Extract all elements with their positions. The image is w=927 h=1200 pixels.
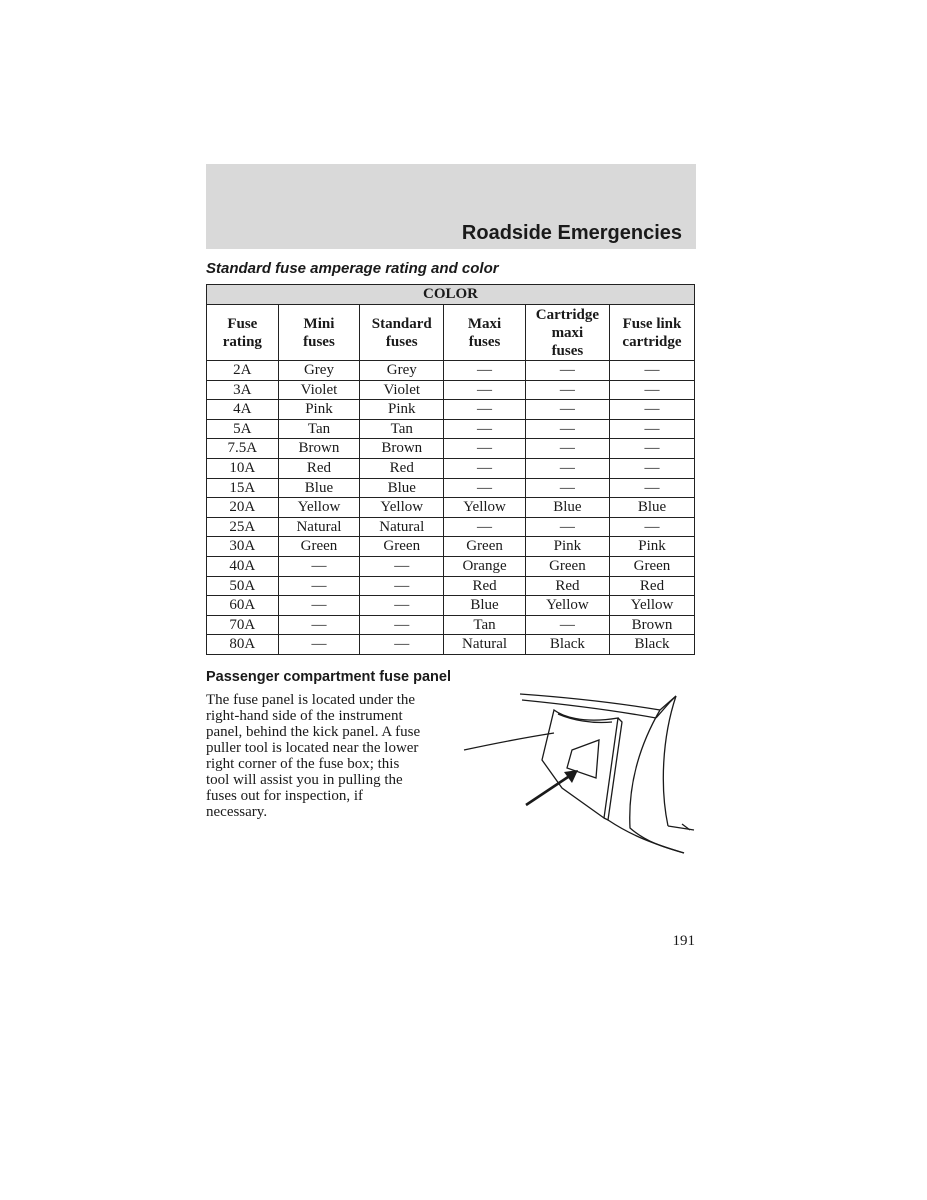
fuse-color-cell: — — [444, 361, 526, 381]
fuse-color-cell: — — [360, 635, 444, 655]
fuse-color-cell: — — [525, 400, 609, 420]
table-row — [207, 400, 695, 420]
pointer-arrow-head — [564, 770, 578, 783]
fuse-color-cell: Yellow — [525, 596, 609, 616]
fuse-color-cell: Green — [609, 556, 694, 576]
page-number: 191 — [672, 933, 695, 949]
fuse-color-cell: — — [609, 361, 694, 381]
fuse-rating-cell: 4A — [207, 400, 279, 420]
fuse-rating-cell: 25A — [207, 517, 279, 537]
fuse-color-cell: — — [444, 380, 526, 400]
fuse-color-cell: Red — [278, 458, 360, 478]
column-header-line: cartridge — [622, 333, 682, 350]
fuse-color-cell: Blue — [278, 478, 360, 498]
table-row — [207, 458, 695, 478]
fuse-color-cell: Brown — [360, 439, 444, 459]
column-header — [278, 305, 360, 361]
fuse-color-cell: — — [609, 517, 694, 537]
kick-panel-side — [604, 718, 622, 820]
fuse-rating-cell: 3A — [207, 380, 279, 400]
instrument-panel-edge-inner — [522, 700, 656, 718]
fuse-color-cell: Natural — [360, 517, 444, 537]
column-header-line: Fuse — [227, 315, 258, 332]
fuse-rating-cell: 80A — [207, 635, 279, 655]
fuse-color-cell: Natural — [278, 517, 360, 537]
column-header-line: rating — [222, 333, 262, 350]
fuse-color-cell: — — [609, 439, 694, 459]
table-row — [207, 596, 695, 616]
fuse-rating-cell: 7.5A — [207, 439, 279, 459]
fuse-color-cell: — — [278, 576, 360, 596]
fuse-color-cell: Blue — [444, 596, 526, 616]
table-row — [207, 439, 695, 459]
fuse-color-cell: Pink — [360, 400, 444, 420]
fuse-color-cell: Brown — [278, 439, 360, 459]
fuse-rating-cell: 40A — [207, 556, 279, 576]
passenger-fuse-panel-heading: Passenger compartment fuse panel — [206, 669, 451, 685]
fuse-color-cell: Natural — [444, 635, 526, 655]
table-row — [207, 517, 695, 537]
column-header-line: Standard — [371, 315, 432, 332]
column-header — [609, 305, 694, 361]
fuse-color-cell: Blue — [360, 478, 444, 498]
kick-panel-top-edge — [558, 714, 612, 723]
fuse-color-cell: — — [444, 517, 526, 537]
fuse-color-cell: Pink — [609, 537, 694, 557]
section-title: Roadside Emergencies — [461, 222, 682, 244]
fuse-color-cell: — — [278, 596, 360, 616]
table-caption: Standard fuse amperage rating and color — [206, 260, 499, 277]
column-header — [360, 305, 444, 361]
fuse-rating-cell: 2A — [207, 361, 279, 381]
column-header-row — [207, 305, 695, 361]
fuse-color-cell: Pink — [278, 400, 360, 420]
column-header — [525, 305, 609, 361]
fuse-color-cell: — — [444, 458, 526, 478]
fuse-color-cell: — — [360, 615, 444, 635]
fuse-panel-location-illustration — [462, 688, 698, 858]
fuse-color-cell: — — [525, 478, 609, 498]
fuse-color-cell: Black — [525, 635, 609, 655]
fuse-color-cell: — — [360, 576, 444, 596]
fuse-rating-cell: 20A — [207, 498, 279, 518]
fuse-color-cell: — — [609, 458, 694, 478]
column-header-line: Maxi — [467, 315, 502, 332]
fuse-rating-cell: 70A — [207, 615, 279, 635]
fuse-color-cell: — — [609, 400, 694, 420]
fuse-color-cell: — — [525, 361, 609, 381]
fuse-color-cell: — — [278, 556, 360, 576]
fuse-color-cell: — — [525, 380, 609, 400]
column-header-line: Fuse link — [622, 315, 682, 332]
fuse-color-cell: Yellow — [278, 498, 360, 518]
fuse-color-cell: Tan — [444, 615, 526, 635]
passenger-fuse-panel-text: The fuse panel is located under the right-hand side of the instrument panel, behind the kick panel. A fuse puller tool is located near the lower right corner of the fuse box; this tool will assist you in pulling the fuses out for inspection, if necessary. — [206, 692, 421, 820]
column-header-line: fuses — [468, 333, 501, 350]
fuse-color-cell: — — [444, 478, 526, 498]
fuse-color-cell: Blue — [525, 498, 609, 518]
fuse-color-cell: Orange — [444, 556, 526, 576]
floor-line — [608, 820, 684, 853]
column-header-line: fuses — [551, 342, 584, 359]
table-row — [207, 556, 695, 576]
fuse-color-cell: — — [525, 517, 609, 537]
fuse-color-cell: — — [360, 596, 444, 616]
table-row — [207, 576, 695, 596]
fuse-color-cell: — — [278, 615, 360, 635]
fuse-rating-cell: 10A — [207, 458, 279, 478]
fuse-color-cell: — — [525, 419, 609, 439]
fuse-color-cell: Brown — [609, 615, 694, 635]
fuse-color-cell: — — [609, 478, 694, 498]
fuse-color-cell: — — [609, 419, 694, 439]
column-header-line: Cartridge — [535, 306, 600, 323]
fuse-table-body — [207, 361, 695, 655]
table-row — [207, 635, 695, 655]
fuse-color-cell: Yellow — [360, 498, 444, 518]
color-group-header: COLOR — [207, 285, 695, 305]
fuse-color-cell: — — [444, 400, 526, 420]
table-row — [207, 498, 695, 518]
column-header-line: maxi — [551, 324, 584, 341]
column-header-line: Mini — [303, 315, 335, 332]
door-pillar-line — [630, 710, 684, 853]
table-row — [207, 478, 695, 498]
fuse-color-cell: — — [525, 615, 609, 635]
pillar-outer-line — [663, 696, 676, 826]
fuse-color-cell: Pink — [525, 537, 609, 557]
fuse-color-cell: Blue — [609, 498, 694, 518]
fuse-color-cell: Black — [609, 635, 694, 655]
fuse-color-cell: Grey — [278, 361, 360, 381]
column-header-line: fuses — [303, 333, 335, 350]
column-header-line: fuses — [385, 333, 418, 350]
table-row — [207, 419, 695, 439]
kick-panel — [542, 710, 618, 818]
fuse-color-cell: Green — [525, 556, 609, 576]
fuse-color-cell: — — [360, 556, 444, 576]
fuse-rating-cell: 50A — [207, 576, 279, 596]
fuse-color-cell: Violet — [360, 380, 444, 400]
fuse-color-cell: Tan — [360, 419, 444, 439]
fuse-color-cell: — — [444, 419, 526, 439]
table-row — [207, 537, 695, 557]
fuse-color-cell: Green — [444, 537, 526, 557]
fuse-color-cell: Red — [360, 458, 444, 478]
fuse-color-cell: — — [444, 439, 526, 459]
fuse-color-cell: Red — [609, 576, 694, 596]
fuse-color-cell: Yellow — [444, 498, 526, 518]
column-header — [207, 305, 279, 361]
fuse-rating-cell: 15A — [207, 478, 279, 498]
fuse-color-cell: Green — [360, 537, 444, 557]
fuse-color-cell: Red — [525, 576, 609, 596]
table-row — [207, 361, 695, 381]
fuse-color-cell: — — [609, 380, 694, 400]
table-row — [207, 380, 695, 400]
dash-lower-line — [464, 733, 554, 750]
fuse-color-table — [206, 284, 695, 655]
fuse-rating-cell: 30A — [207, 537, 279, 557]
column-header — [444, 305, 526, 361]
fuse-color-cell: Red — [444, 576, 526, 596]
fuse-color-cell: Violet — [278, 380, 360, 400]
table-row — [207, 615, 695, 635]
fuse-color-cell: Tan — [278, 419, 360, 439]
fuse-color-cell: — — [278, 635, 360, 655]
fuse-color-cell: Green — [278, 537, 360, 557]
fuse-color-cell: — — [525, 439, 609, 459]
fuse-color-cell: Yellow — [609, 596, 694, 616]
fuse-color-cell: — — [525, 458, 609, 478]
fuse-rating-cell: 60A — [207, 596, 279, 616]
section-header-band — [206, 164, 696, 249]
fuse-rating-cell: 5A — [207, 419, 279, 439]
fuse-color-cell: Grey — [360, 361, 444, 381]
